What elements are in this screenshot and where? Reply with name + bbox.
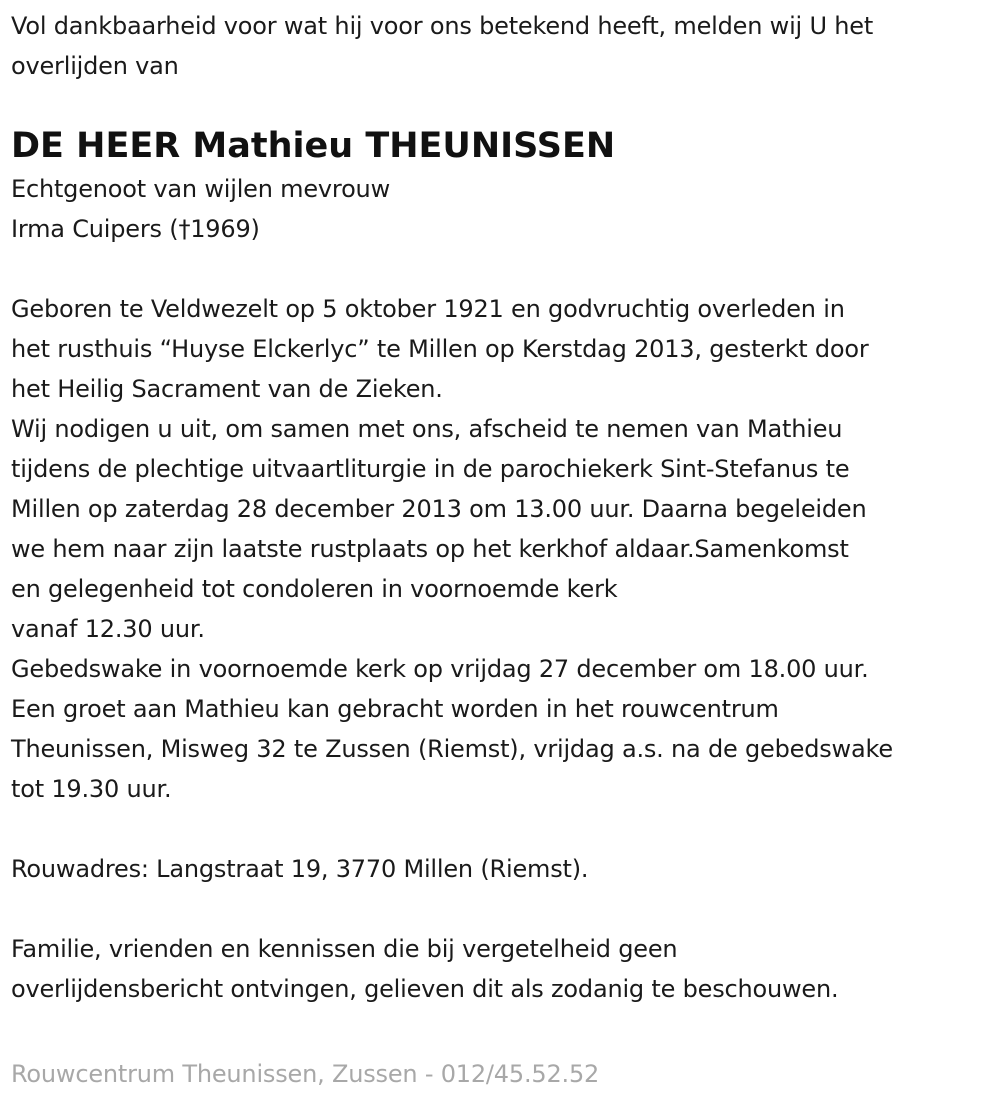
spacer — [11, 809, 996, 849]
body-line: tot 19.30 uur. — [11, 775, 172, 803]
spouse-line-1: Echtgenoot van wijlen mevrouw — [11, 175, 390, 203]
body-line: Geboren te Veldwezelt op 5 oktober 1921 en godvruchtig overleden in — [11, 295, 845, 323]
body-line: en gelegenheid tot condoleren in voornoemde kerk — [11, 575, 618, 603]
intro-line-2: overlijden van — [11, 52, 179, 80]
closing-line-2: overlijdensbericht ontvingen, gelieven dit als zodanig te beschouwen. — [11, 975, 839, 1003]
funeral-address: Rouwadres: Langstraat 19, 3770 Millen (Riemst). — [11, 855, 589, 883]
notice-content — [11, 6, 996, 1009]
body-line: Wij nodigen u uit, om samen met ons, afscheid te nemen van Mathieu — [11, 415, 843, 443]
body-line: Gebedswake in voornoemde kerk op vrijdag 27 december om 18.00 uur. — [11, 655, 869, 683]
body-line: het rusthuis “Huyse Elckerlyc” te Millen op Kerstdag 2013, gesterkt door — [11, 335, 869, 363]
body-line: vanaf 12.30 uur. — [11, 615, 205, 643]
body-line: Millen op zaterdag 28 december 2013 om 13.00 uur. Daarna begeleiden — [11, 495, 867, 523]
spacer — [11, 249, 996, 289]
deceased-name: DE HEER Mathieu THEUNISSEN — [11, 126, 616, 166]
closing-line-1: Familie, vrienden en kennissen die bij vergetelheid geen — [11, 935, 678, 963]
body-line: het Heilig Sacrament van de Zieken. — [11, 375, 443, 403]
body-line: tijdens de plechtige uitvaartliturgie in de parochiekerk Sint-Stefanus te — [11, 455, 850, 483]
spouse-line-2: Irma Cuipers (†1969) — [11, 215, 260, 243]
funeral-home-footer: Rouwcentrum Theunissen, Zussen - 012/45.52.52 — [11, 1060, 600, 1088]
body-line: Een groet aan Mathieu kan gebracht worden in het rouwcentrum — [11, 695, 779, 723]
intro-line-1: Vol dankbaarheid voor wat hij voor ons betekend heeft, melden wij U het — [11, 12, 874, 40]
body-line: we hem naar zijn laatste rustplaats op het kerkhof aldaar.Samenkomst — [11, 535, 849, 563]
body-line: Theunissen, Misweg 32 te Zussen (Riemst), vrijdag a.s. na de gebedswake — [11, 735, 893, 763]
spacer — [11, 889, 996, 929]
